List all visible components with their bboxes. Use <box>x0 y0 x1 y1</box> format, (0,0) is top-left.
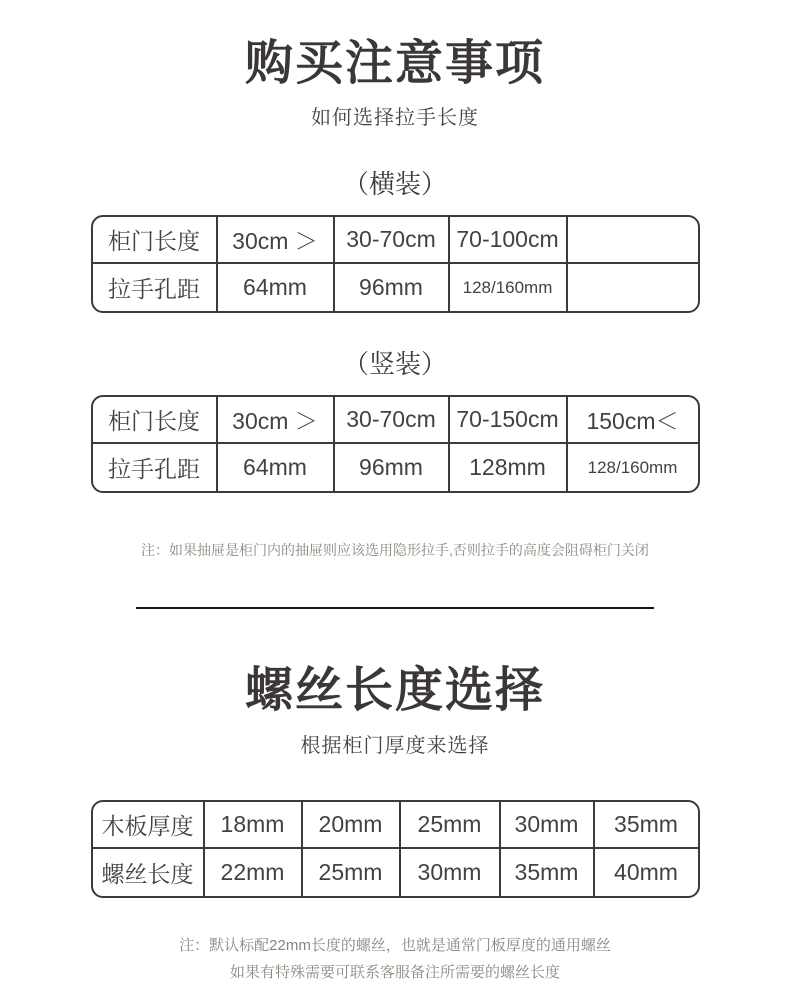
value-cell: 35mm <box>595 802 698 849</box>
value-cell: 70-150cm <box>450 397 568 444</box>
value-cell: 96mm <box>335 444 450 491</box>
screw-note-line-2: 如果有特殊需要可联系客服备注所需要的螺丝长度 <box>229 964 560 981</box>
row-header-cell: 螺丝长度 <box>93 849 205 896</box>
value-cell: 128/160mm <box>587 457 678 477</box>
value-cell: 30-70cm <box>335 217 450 264</box>
value-cell: 30mm <box>401 849 501 896</box>
value-cell: 30cm ＞ <box>218 397 335 444</box>
row-header-cell: 柜门长度 <box>93 217 218 264</box>
value-cell: 40mm <box>614 859 678 885</box>
value-cell: 25mm <box>401 802 501 849</box>
value-cell: 64mm <box>218 264 335 311</box>
section-divider <box>136 607 654 609</box>
value-cell: 30cm ＞ <box>218 217 335 264</box>
page-title: 购买注意事项 <box>244 37 545 90</box>
value-cell: 25mm <box>303 849 401 896</box>
value-cell: 35mm <box>501 849 595 896</box>
value-cell: 18mm <box>205 802 303 849</box>
row-header-cell: 木板厚度 <box>93 802 205 849</box>
value-cell: 96mm <box>335 264 450 311</box>
value-cell: 30-70cm <box>335 397 450 444</box>
vertical-install-table <box>91 395 700 493</box>
value-cell: 30mm <box>501 802 595 849</box>
horizontal-install-caption: （横装） <box>342 169 447 199</box>
vertical-install-caption: （竖装） <box>342 349 447 379</box>
value-cell: 22mm <box>205 849 303 896</box>
drawer-handle-note: 注：如果抽屉是柜门内的抽屉则应该选用隐形拉手,否则拉手的高度会阻碍柜门关闭 <box>141 542 649 558</box>
screw-section-subtitle: 根据柜门厚度来选择 <box>300 735 490 757</box>
screw-length-table <box>91 800 700 898</box>
value-cell: 64mm <box>218 444 335 491</box>
value-cell: 128/160mm <box>450 264 568 311</box>
value-cell: 150cm＜ <box>568 397 698 444</box>
empty-cell <box>568 217 698 264</box>
row-header-cell: 拉手孔距 <box>93 264 218 311</box>
screw-note-line-1: 注：默认标配22mm长度的螺丝，也就是通常门板厚度的通用螺丝 <box>179 937 611 954</box>
horizontal-install-table <box>91 215 700 313</box>
value-cell: 128mm <box>450 444 568 491</box>
screw-section-title: 螺丝长度选择 <box>244 664 545 717</box>
screw-notes <box>0 936 790 983</box>
value-cell: 20mm <box>303 802 401 849</box>
row-header-cell: 柜门长度 <box>93 397 218 444</box>
row-header-cell: 拉手孔距 <box>93 444 218 491</box>
empty-cell <box>568 264 698 311</box>
section1-subtitle: 如何选择拉手长度 <box>311 107 479 129</box>
value-cell: 70-100cm <box>450 217 568 264</box>
